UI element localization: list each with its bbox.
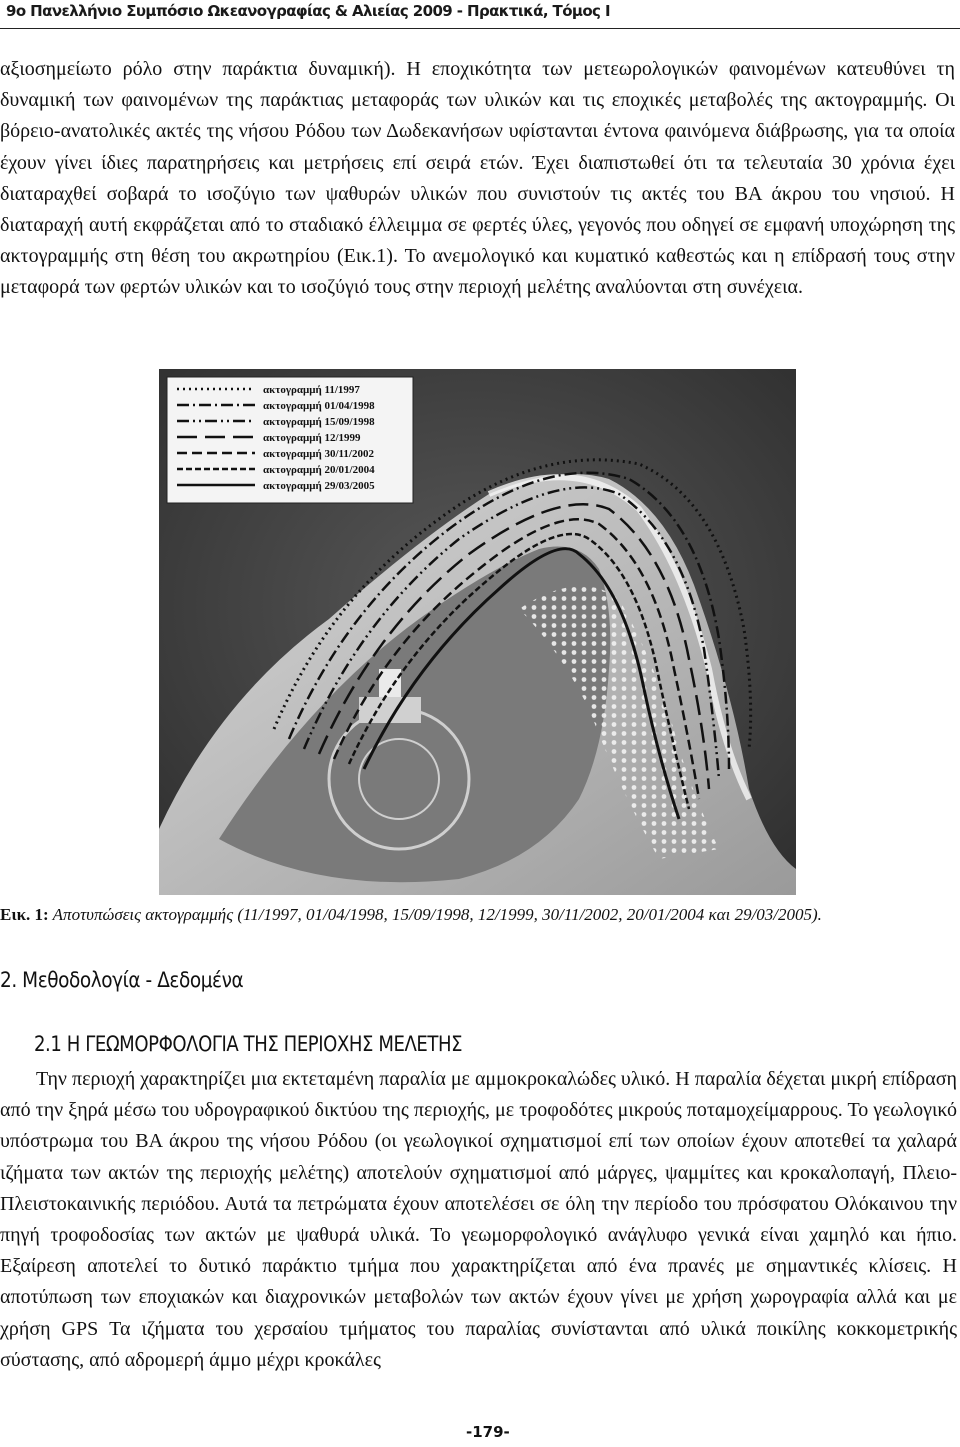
header-rule <box>0 28 960 29</box>
legend-label: ακτογραμμή 11/1997 <box>263 384 360 396</box>
subsection-heading: 2.1 Η ΓΕΩΜΟΡΦΟΛΟΓΙΑ ΤΗΣ ΠΕΡΙΟΧΗΣ ΜΕΛΕΤΗΣ <box>34 1032 463 1056</box>
legend-label: ακτογραμμή 01/04/1998 <box>263 400 375 412</box>
running-head-text: 9ο Πανελλήνιο Συμπόσιο Ωκεανογραφίας & Αλιείας 2009 - Πρακτικά, Τόμος Ι <box>6 2 610 20</box>
figure-caption <box>0 905 960 925</box>
caption-label: Εικ. 1: <box>0 905 49 924</box>
shoreline-aerial-figure <box>159 369 796 895</box>
aerial-photo-svg <box>159 369 796 895</box>
body-paragraph-2: Την περιοχή χαρακτηρίζει μια εκτεταμένη παραλία με αμμοκροκαλώδες υλικό. Η παραλία δέχεται μικρή επίδραση από την ξηρά μέσω του υδρογραφικού δικτύου της περιοχής, με τροφοδότες μικρούς ποταμοχείμαρρους. Το γεωλογικό υπόστρωμα του ΒΑ άκρου της νήσου Ρόδου (οι γεωλογικοί σχηματισμοί επί των οποίων έχουν αποτεθεί τα χαλαρά ιζήματα των ακτών της περιοχής μελέτης) αποτελούν σχηματισμοί από μάργες, ψαμμίτες και κροκαλοπαγή, Πλειο-Πλειστοκαινικής περιόδου. Αυτά τα πετρώματα έχουν αποτελέσει σε όλη την περίοδο του πρόσφατου Ολόκαινου την πηγή τροφοδοσίας των ακτών με ψαθυρά υλικά. Το γεωμορφολογικό ανάγλυφο γενικά είναι χαμηλό και ήπιο. Εξαίρεση αποτελεί το δυτικό παράκτιο τμήμα που χαρακτηρίζεται από ένα πρανές με σημαντικές κλίσεις. Η αποτύπωση των εποχιακών και διαχρονικών μεταβολών των ακτών έχουν γίνει με χρήση χωρογραφία αλλά και με χρήση GPS Τα ιζήματα του χερσαίου τμήματος του παραλίας συνίστανται από υλικά ποικίλης κοκκομετρικής σύστασης, από αδρομερή άμμο μέχρι κροκάλες <box>0 1068 957 1371</box>
legend-label: ακτογραμμή 30/11/2002 <box>263 448 374 460</box>
section-heading: 2. Μεθοδολογία - Δεδομένα <box>0 968 244 992</box>
legend-label: ακτογραμμή 12/1999 <box>263 432 361 444</box>
caption-text: Αποτυπώσεις ακτογραμμής (11/1997, 01/04/1998, 15/09/1998, 12/1999, 30/11/2002, 20/01/2004 και 29/03/2005). <box>52 905 822 924</box>
legend-label: ακτογραμμή 29/03/2005 <box>263 480 375 492</box>
running-header <box>0 0 960 24</box>
body-paragraph-1: αξιοσημείωτο ρόλο στην παράκτια δυναμική). Η εποχικότητα των μετεωρολογικών φαινομένων κατευθύνει τη δυναμική των φαινομένων της παράκτιας μεταφοράς των υλικών και τις εποχικές μεταβολές της ακτογραμμής. Οι βόρειο-ανατολικές ακτές της νήσου Ρόδου των Δωδεκανήσων υφίστανται έντονα φαινόμενα διάβρωσης, για τα οποία έχουν γίνει ίδιες παρατηρήσεις και μετρήσεις επί σειρά ετών. Έχει διαπιστωθεί ότι τα τελευταία 30 χρόνια έχει διαταραχθεί σοβαρά το ισοζύγιο των ψαθυρών υλικών που συνιστούν τις ακτές του ΒΑ άκρου του νησιού. Η διαταραχή αυτή εκφράζεται από το σταδιακό έλλειμμα σε φερτές ύλες, γεγονός που οδηγεί σε εμφανή υποχώρηση της ακτογραμμής στη θέση του ακρωτηρίου (Εικ.1). Το ανεμολογικό και κυματικό καθεστώς και η επίδρασή τους στην μεταφορά των φερτών υλικών και το ισοζύγιό τους στην περιοχή μελέτης αναλύονται στη συνέχεια. <box>0 58 955 299</box>
page-number: -179- <box>466 1423 510 1441</box>
legend-label: ακτογραμμή 20/01/2004 <box>263 464 375 476</box>
legend-label: ακτογραμμή 15/09/1998 <box>263 416 375 428</box>
figure-legend <box>167 377 413 503</box>
